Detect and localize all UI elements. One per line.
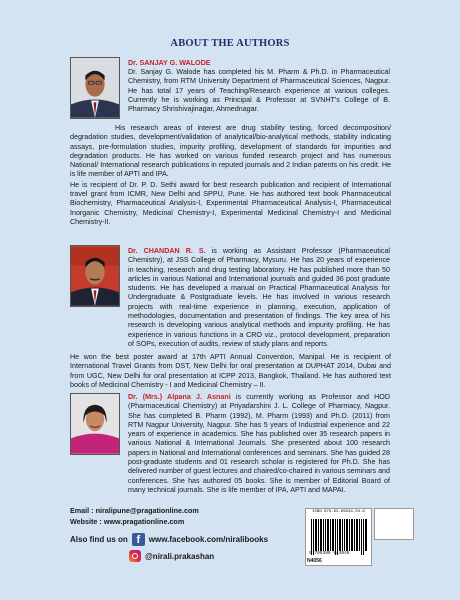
author1-paragraph-3: He is recipient of Dr. P. D. Sethi award for best research publication and recipient of International travel grant from ICMR, New Delhi and SPPU, Pune. He has authored text book Pharmaceutical Biochemistry, Pharmaceutical Analysis-I, Experimental Pharmaceutical Analysis-I, Pharmaceutical Inorganic Chemistry, Medicinal Chemistry-I, Experimental Medicinal Chemistry-I and Medicinal Chemistry-II. bbox=[70, 180, 391, 226]
author2-photo bbox=[70, 245, 120, 307]
book-code: N4056 bbox=[307, 558, 322, 564]
website-line: Website : www.pragationline.com bbox=[70, 517, 185, 526]
author1-portrait-image bbox=[71, 58, 119, 118]
instagram-handle[interactable]: @nirali.prakashan bbox=[145, 551, 215, 561]
barcode-digits: 9 789389 944046 bbox=[309, 551, 350, 556]
facebook-icon: f bbox=[132, 533, 145, 546]
author1-rest bbox=[70, 124, 391, 227]
find-us-row bbox=[70, 533, 268, 546]
author3-portrait-image bbox=[71, 394, 119, 454]
instagram-row bbox=[129, 550, 214, 562]
author1-bio bbox=[128, 59, 390, 68]
section-heading: ABOUT THE AUTHORS bbox=[170, 38, 290, 49]
author3-name: Dr. (Mrs.) Alpana J. Asnani bbox=[128, 393, 231, 401]
author2-name: Dr. CHANDAN R. S. bbox=[128, 247, 206, 255]
instagram-icon bbox=[129, 550, 141, 562]
author3-paragraph-1: is currently working as Professor and HOD (Pharmaceutical Chemistry) at Priyadarshini J. L. College of Pharmacy, Nagpur. She has completed B. Pharm (1992), M. Pharm (1993) and Ph.D. (2011) from RTM Nagpur University, Nagpur. She has 5 years of Industrial experience and 22 years of experience in academics. She has published over 35 research papers in various National & International Journals. She presented about 100 research papers in National and International conferences and seminars. She has guided 28 post-graduate students and 01 research scholar is registered for Ph.D. She has delivered number of guest lectures and chaired/co-chaired in various seminars and conferences. She has authored 05 books. She is member of Editorial Board of many technical journals. She is life member of IPA, APTI and MAPAI. bbox=[128, 393, 390, 494]
email-line: Email : niralipune@pragationline.com bbox=[70, 506, 199, 515]
author2-bio-bottom bbox=[70, 353, 391, 390]
author2-bio-top bbox=[128, 247, 390, 349]
author2-portrait-image bbox=[71, 246, 119, 306]
author1-photo bbox=[70, 57, 120, 119]
author1-paragraph-1: Dr. Sanjay G. Walode has completed his M. Pharm & Ph.D. in Pharmaceutical Chemistry, from RTM University Department of Pharmaceutical Sciences, Nagpur. He has total 17 years of Teaching/Research experience at various colleges. Currently he is working as Principal & Professor at SVNHT's College of B. Pharmacy Shrishivajinagar, Ahmednagar. bbox=[128, 68, 390, 114]
author2-paragraph-2: He won the best poster award at 17th APTI Annual Convention, Manipal. He is recipient of International Travel Grants from DST, New Delhi for oral presentation at DUPHAT 2014, Dubai and from UGC, New Delhi for oral presentation at ICPP 2013, Bangkok, Thailand. He has authored text books of Medicinal Chemistry - I and Medicinal Chemistry – II. bbox=[70, 353, 391, 389]
find-us-label: Also find us on bbox=[70, 535, 128, 544]
author3-photo bbox=[70, 393, 120, 455]
author1-p1 bbox=[128, 68, 390, 114]
author3-bio-top bbox=[128, 393, 390, 495]
price-box bbox=[374, 508, 414, 540]
facebook-link[interactable]: www.facebook.com/niralibooks bbox=[148, 535, 269, 544]
author2-paragraph-1: is working as Assistant Professor (Pharmaceutical Chemistry), at JSS College of Pharmacy, Mysuru. He has 20 years of experience in teaching, research and drug testing laboratory. He has published more than 50 articles in various National and International journals and guided 36 post graduate students. He has developed a manual on Practical Pharmaceutical Analysis for Undergraduate & Postgraduate levels. He has involved in various research projects with real-time experience in planning, execution, application of methodologies, documentation and presentation of findings. The key area of his research is developing various analytical methods and impurity profiling. He has experience in various functions in a CRO viz., protocol development, preparation of SOPs, execution of audits, review of study plans and reports. bbox=[128, 247, 390, 348]
author1-name: Dr. SANJAY G. WALODE bbox=[128, 59, 211, 67]
author1-paragraph-2: His research areas of interest are drug stability testing, forced decomposition/ degradation studies, development/validation of analytical/bio-analytical methods, stability indicating assays, pre-formulation studies, impurity profiling, development of standards for impurities and degradation products. He has worked on various funded research project and has numerous National/ International research publications in reputed journals and 2 Indian patents on his credit. He is life member of APTI and IPA. bbox=[70, 124, 391, 179]
isbn-label: ISBN 978-93-89944-04-6 bbox=[312, 510, 365, 514]
